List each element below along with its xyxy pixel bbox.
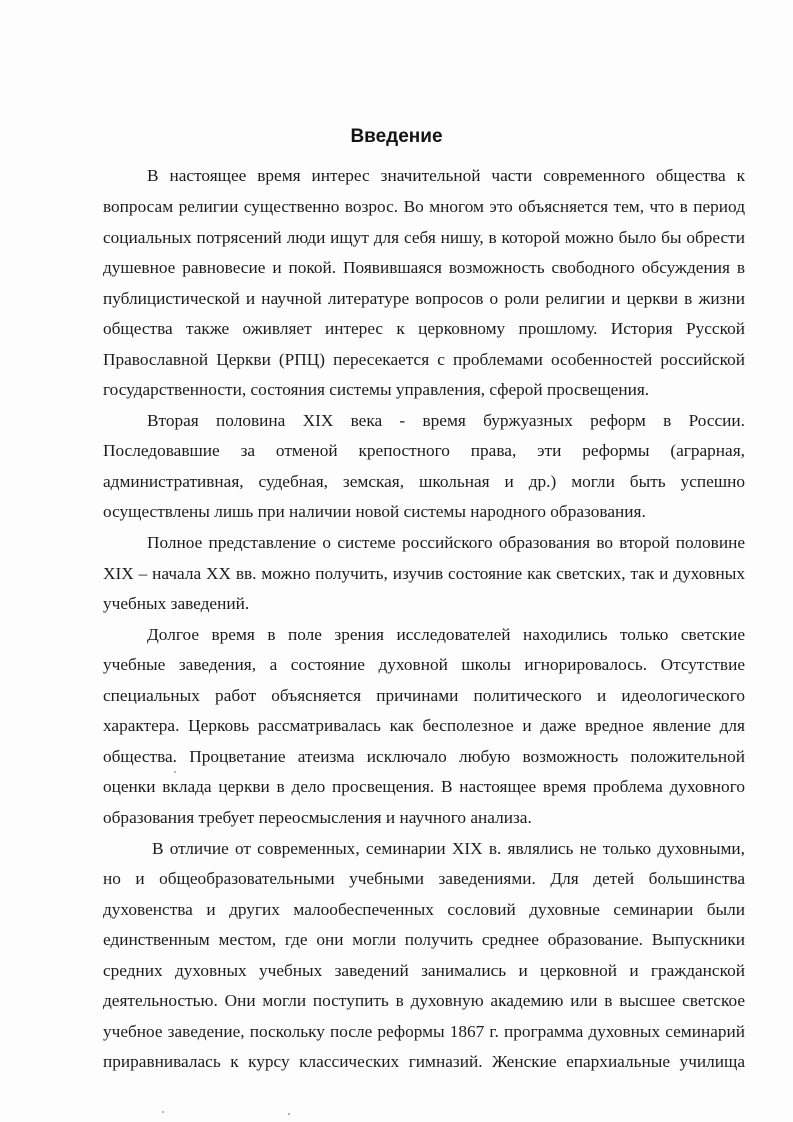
text-line: публицистической и научной литературе вопросов о роли религии и церкви в жизни <box>103 289 745 308</box>
text-line: административная, судебная, земская, школьная и др.) могли быть успешно <box>103 472 745 491</box>
text-line: общества также оживляет интерес к церковному прошлому. История Русской <box>103 319 745 338</box>
text-line: государственности, состояния системы управления, сферой просвещения. <box>103 380 650 399</box>
text-line: общества. Процветание атеизма исключало любую возможность положительной <box>103 747 745 766</box>
scan-speck <box>174 771 176 773</box>
text-line: приравнивалась к курсу классических гимназий. Женские епархиальные училища <box>103 1052 745 1071</box>
text-line: вопросам религии существенно возрос. Во многом это объясняется тем, что в период <box>103 197 745 216</box>
text-line: характера. Церковь рассматривалась как бесполезное и даже вредное явление для <box>103 716 745 735</box>
text-line: специальных работ объясняется причинами политического и идеологического <box>103 686 745 705</box>
text-line: деятельностью. Они могли поступить в духовную академию или в высшее светское <box>103 991 745 1010</box>
text-line: учебных заведений. <box>103 594 250 613</box>
text-line: Последовавшие за отменой крепостного права, эти реформы (аграрная, <box>103 441 745 460</box>
text-line: но и общеобразовательными учебными заведениями. Для детей большинства <box>103 869 745 888</box>
text-line: Вторая половина XIX века - время буржуазных реформ в России. <box>147 411 745 430</box>
text-line: учебное заведение, поскольку после реформы 1867 г. программа духовных семинарий <box>103 1022 745 1041</box>
text-line: учебные заведения, а состояние духовной школы игнорировалось. Отсутствие <box>103 655 745 674</box>
text-line: осуществлены лишь при наличии новой системы народного образования. <box>103 502 646 521</box>
text-line: духовенства и других малообеспеченных сословий духовные семинарии были <box>103 900 745 919</box>
text-line: социальных потрясений люди ищут для себя нишу, в которой можно было бы обрести <box>103 228 745 247</box>
scan-speck <box>288 1113 290 1115</box>
text-line: Полное представление о системе российского образования во второй половине <box>147 533 745 552</box>
text-line: XIX – начала XX вв. можно получить, изучив состояние как светских, так и духовных <box>103 564 745 583</box>
text-line: средних духовных учебных заведений занимались и церковной и гражданской <box>103 961 745 980</box>
text-line: Долгое время в поле зрения исследователей находились только светские <box>147 625 745 644</box>
text-line: душевное равновесие и покой. Появившаяся возможность свободного обсуждения в <box>103 258 745 277</box>
scan-speck <box>162 1111 164 1113</box>
text-line: Православной Церкви (РПЦ) пересекается с проблемами особенностей российской <box>103 350 745 369</box>
text-line: образования требует переосмысления и научного анализа. <box>103 808 532 827</box>
text-line: оценки вклада церкви в дело просвещения. В настоящее время проблема духовного <box>103 777 745 796</box>
text-line: В настоящее время интерес значительной части современного общества к <box>147 166 745 185</box>
text-line: В отличие от современных, семинарии XIX в. являлись не только духовными, <box>152 839 745 858</box>
page-title: Введение <box>350 126 443 147</box>
text-line: единственным местом, где они могли получить среднее образование. Выпускники <box>103 930 745 949</box>
